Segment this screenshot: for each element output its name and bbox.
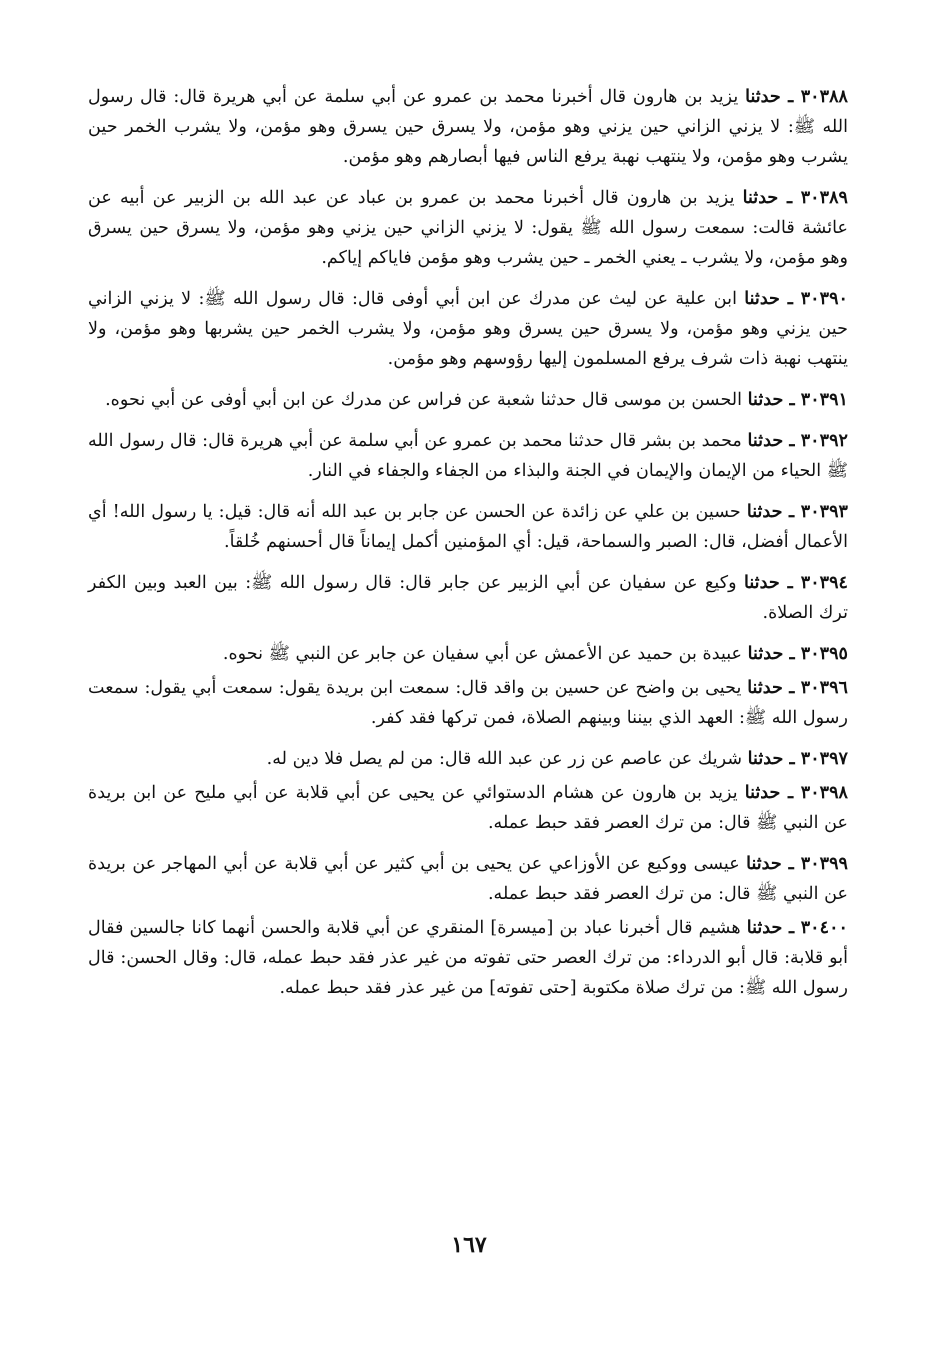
hadith-text: وكيع عن سفيان عن أبي الزبير عن جابر قال: قال رسول الله ﷺ: بين العبد وبين الكفر ترك الصلاة.	[88, 573, 848, 623]
hadith-number-lead: ٣٠٣٩١ ـ حدثنا	[747, 389, 848, 410]
hadith-paragraph	[88, 385, 848, 415]
hadith-paragraph	[88, 426, 848, 486]
hadith-number-lead: ٣٠٣٩٣ ـ حدثنا	[746, 501, 848, 522]
hadith-text: شريك عن عاصم عن زر عن عبد الله قال: من لم يصل فلا دين له.	[266, 749, 748, 769]
hadith-text: يحيى بن واضح عن حسين بن واقد قال: سمعت ابن بريدة يقول: سمعت أبي يقول: سمعت رسول الله ﷺ: العهد الذي بيننا وبينهم الصلاة، فمن تركها فقد كفر.	[88, 678, 848, 728]
hadith-text: عبيدة بن حميد عن الأعمش عن أبي سفيان عن جابر عن النبي ﷺ نحوه.	[222, 644, 748, 664]
hadith-text: عيسى ووكيع عن الأوزاعي عن يحيى بن أبي كثير عن أبي قلابة عن أبي المهاجر عن بريدة عن النبي ﷺ قال: من ترك العصر فقد حبط عمله.	[88, 854, 848, 904]
hadith-number-lead: ٣٠٣٨٩ ـ حدثنا	[742, 187, 848, 208]
hadith-paragraph	[88, 744, 848, 774]
hadith-text: حسين بن علي عن زائدة عن الحسن عن جابر بن عبد الله أنه قال: قيل: يا رسول الله! أي الأعمال أفضل، قال: الصبر والسماحة، قيل: أي المؤمنين أكمل إيماناً قال أحسنهم خُلقاً.	[88, 502, 848, 552]
hadith-paragraph	[88, 849, 848, 909]
hadith-paragraph	[88, 183, 848, 273]
hadith-number-lead: ٣٠٣٩٤ ـ حدثنا	[744, 572, 848, 593]
hadith-paragraph	[88, 284, 848, 374]
hadith-number-lead: ٣٠٣٩٨ ـ حدثنا	[744, 782, 848, 803]
hadith-paragraph	[88, 568, 848, 628]
hadith-paragraph	[88, 913, 848, 1003]
hadith-text: هشيم قال أخبرنا عباد بن [ميسرة] المنقري عن أبي قلابة والحسن أنهما كانا جالسين فقال أبو قلابة: قال أبو الدرداء: من ترك العصر حتى تفوته من غير عذر فقد حبط عمله، قال: وقال الحسن: قال رسول الله ﷺ: من ترك صلاة مكتوبة [حتى تفوته] من غير عذر فقد حبط عمله.	[88, 918, 848, 998]
hadith-text: يزيد بن هارون قال أخبرنا محمد بن عمرو بن عباد عن عبد الله بن الزبير عن أبيه عن عائشة قالت: سمعت رسول الله ﷺ يقول: لا يزني الزاني حين يزني وهو مؤمن، ولا يسرق حين يسرق وهو مؤمن، ولا يشرب ـ يعني الخمر ـ حين يشرب وهو مؤمن فاياكم إياكم.	[88, 188, 848, 268]
hadith-number-lead: ٣٠٣٩٥ ـ حدثنا	[747, 643, 848, 664]
hadith-paragraph	[88, 639, 848, 669]
page-number: ١٦٧	[451, 1232, 487, 1258]
hadith-text: محمد بن بشر قال حدثنا محمد بن عمرو عن أبي سلمة عن أبي هريرة قال: قال رسول الله ﷺ الحياء من الإيمان والإيمان في الجنة والبذاء من الجفاء والجفاء في النار.	[88, 431, 848, 481]
hadith-paragraph	[88, 497, 848, 557]
hadith-number-lead: ٣٠٤٠٠ ـ حدثنا	[746, 917, 848, 938]
hadith-number-lead: ٣٠٣٩٧ ـ حدثنا	[747, 748, 848, 769]
hadith-paragraph	[88, 82, 848, 172]
hadith-text: يزيد بن هارون عن هشام الدستوائي عن يحيى عن أبي قلابة عن أبي مليح عن ابن بريدة عن النبي ﷺ قال: من ترك العصر فقد حبط عمله.	[88, 783, 848, 833]
hadith-number-lead: ٣٠٣٩٠ ـ حدثنا	[744, 288, 848, 309]
hadith-paragraph	[88, 778, 848, 838]
hadith-text-body	[88, 82, 848, 1014]
hadith-number-lead: ٣٠٣٨٨ ـ حدثنا	[745, 86, 848, 107]
hadith-text: يزيد بن هارون قال أخبرنا محمد بن عمرو عن أبي سلمة عن أبي هريرة قال: قال رسول الله ﷺ: لا يزني الزاني حين يزني وهو مؤمن، ولا يسرق حين يسرق وهو مؤمن، ولا يشرب الخمر حين يشرب وهو مؤمن، ولا ينتهب نهبة يرفع الناس فيها أبصارهم وهو مؤمن.	[88, 87, 848, 167]
hadith-text: الحسن بن موسى قال حدثنا شعبة عن فراس عن مدرك عن ابن أبي أوفى عن أبي نحوه.	[105, 390, 748, 410]
hadith-number-lead: ٣٠٣٩٩ ـ حدثنا	[746, 853, 848, 874]
hadith-number-lead: ٣٠٣٩٦ ـ حدثنا	[747, 677, 848, 698]
hadith-paragraph	[88, 673, 848, 733]
hadith-number-lead: ٣٠٣٩٢ ـ حدثنا	[747, 430, 848, 451]
hadith-text: ابن علية عن ليث عن مدرك عن ابن أبي أوفى قال: قال رسول الله ﷺ: لا يزني الزاني حين يزني وهو مؤمن، ولا يسرق حين يسرق وهو مؤمن، ولا يشرب الخمر حين يشربها وهو مؤمن، ولا ينتهب نهبة ذات شرف يرفع المسلمون إليها رؤوسهم وهو مؤمن.	[88, 289, 848, 369]
